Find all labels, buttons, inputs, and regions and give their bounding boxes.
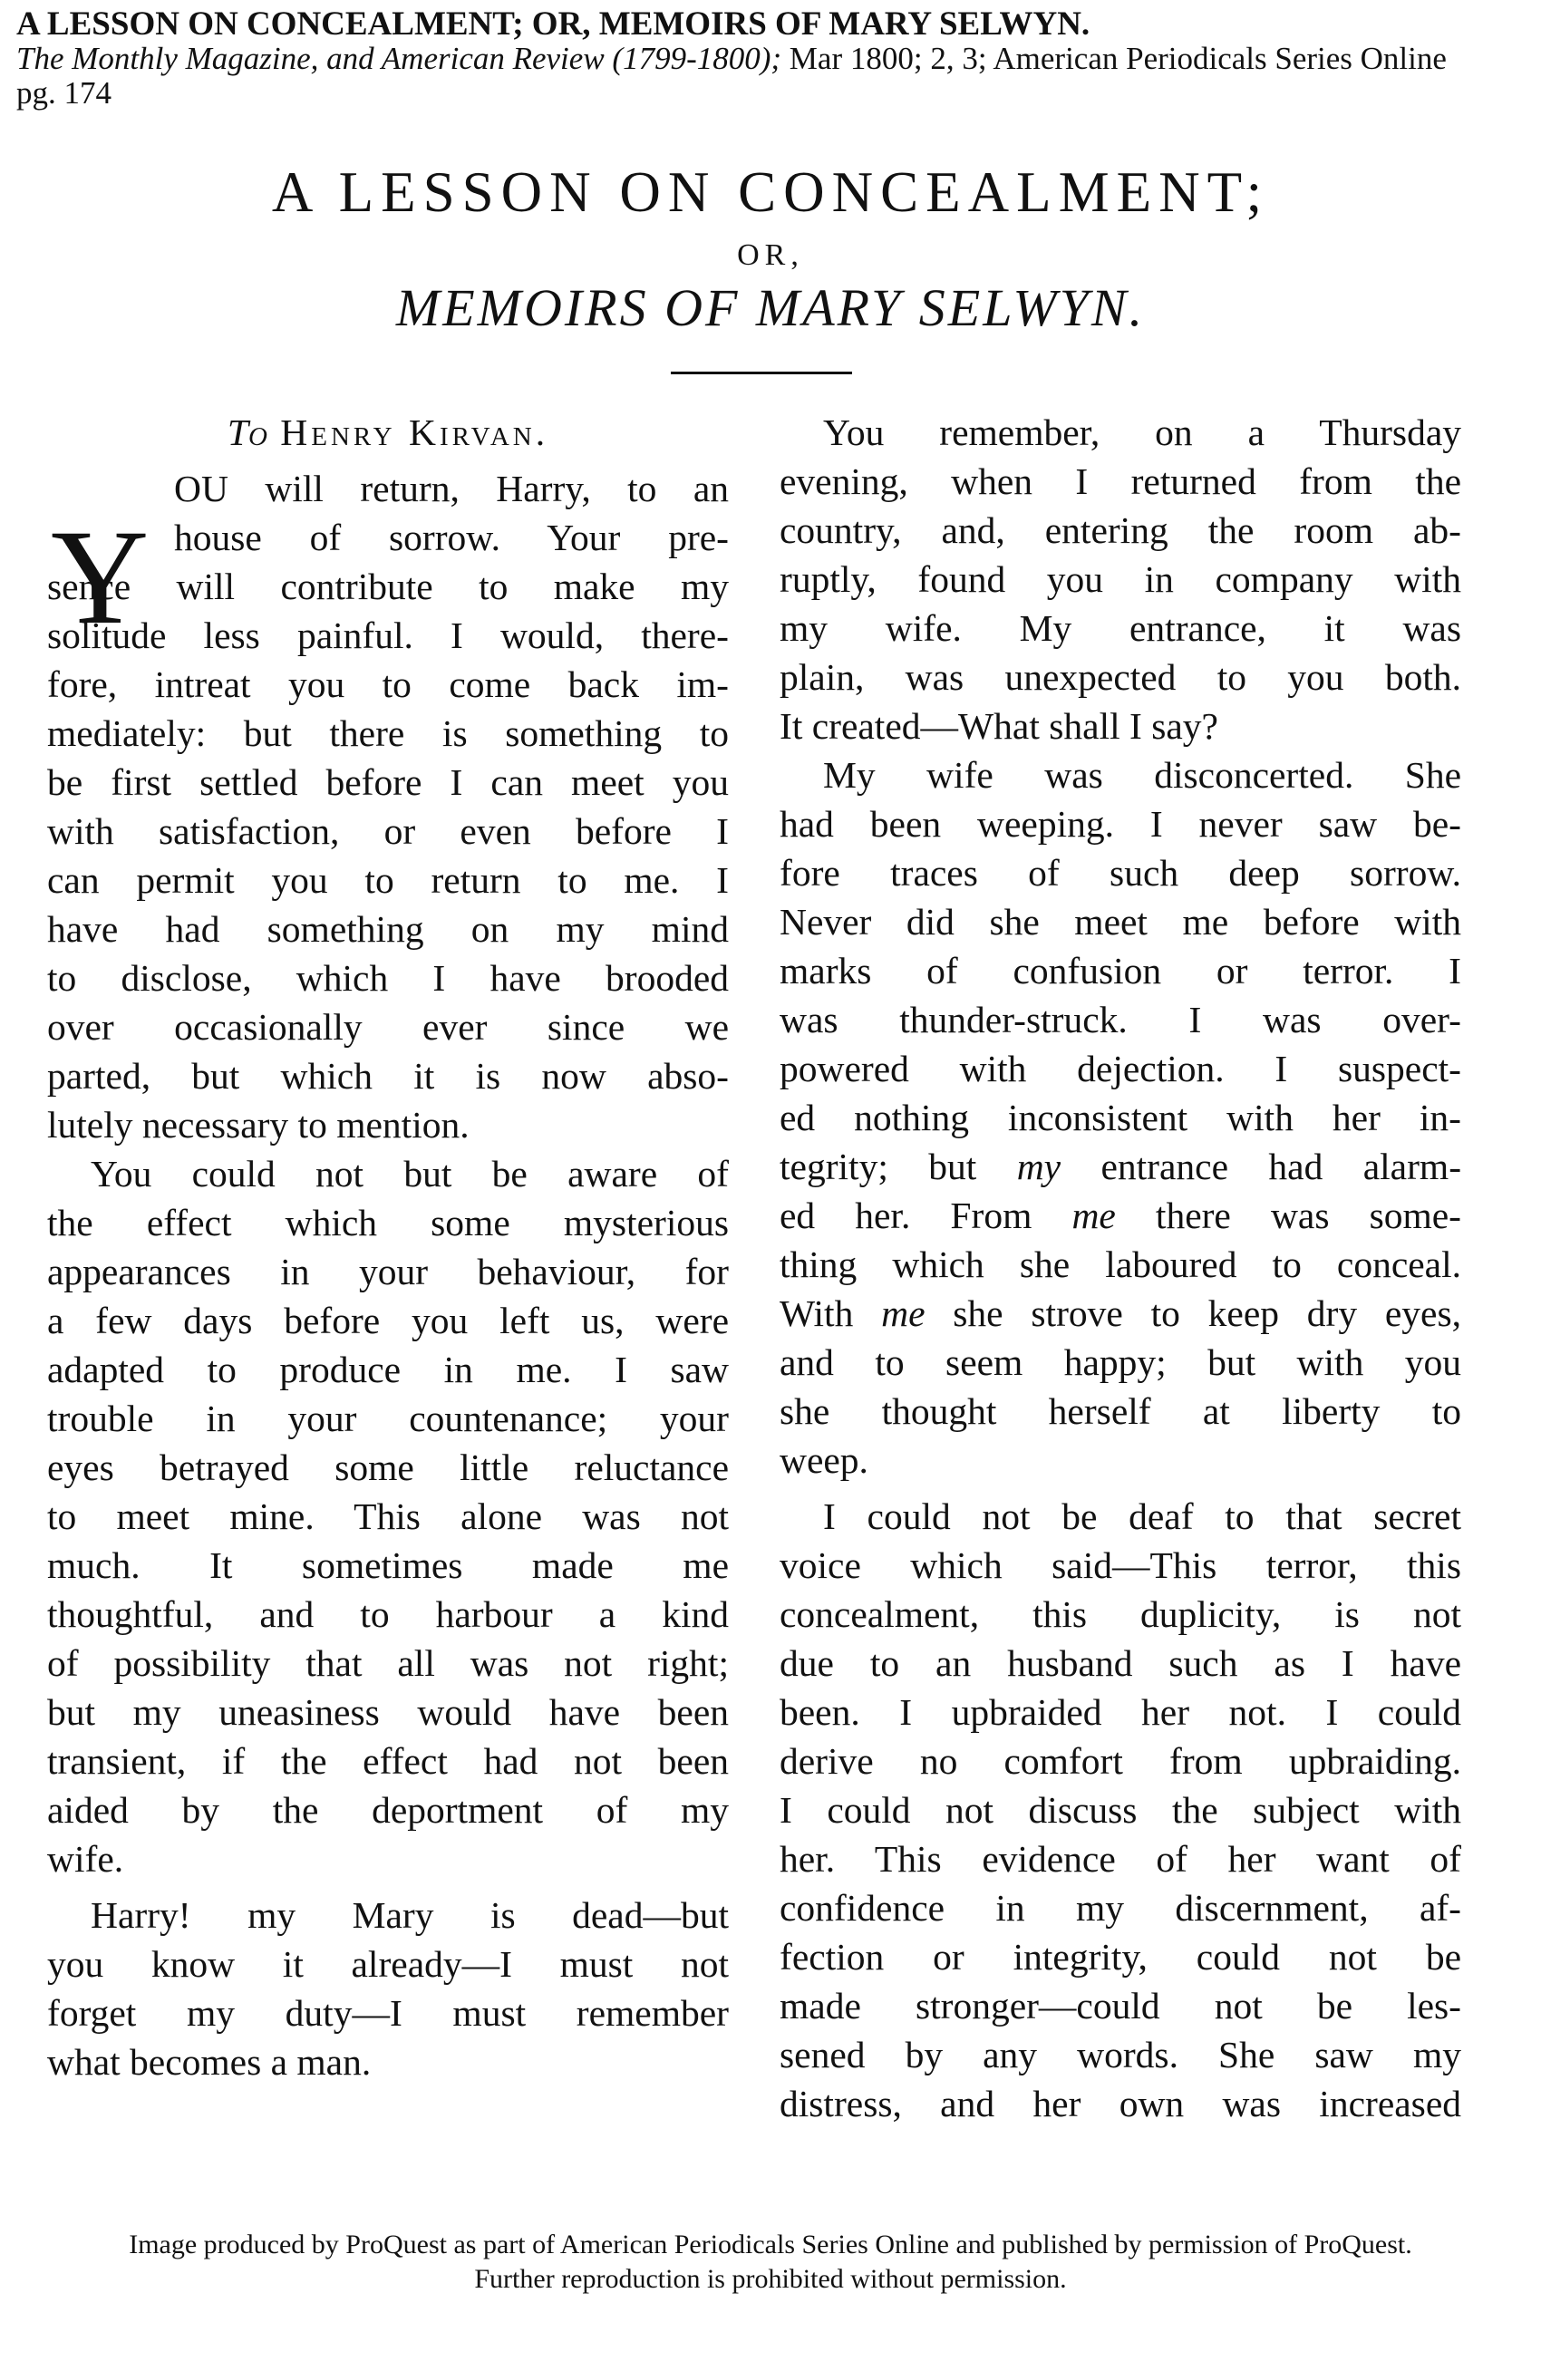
body-line: ed nothing inconsistent with her in- bbox=[780, 1097, 1461, 1138]
title-rule bbox=[671, 372, 852, 374]
body-line: You could not but be aware of bbox=[91, 1153, 729, 1195]
body-line: solitude less painful. I would, there- bbox=[47, 614, 729, 656]
body-line: over occasionally ever since we bbox=[47, 1006, 729, 1048]
body-line: you know it already—I must not bbox=[47, 1943, 729, 1985]
body-line: forget my duty—I must remember bbox=[47, 1992, 729, 2034]
footer-line-2: Further reproduction is prohibited without permission. bbox=[474, 2264, 1067, 2294]
body-line: house of sorrow. Your pre- bbox=[174, 517, 729, 558]
body-line: wife. bbox=[47, 1838, 124, 1880]
body-line: made stronger—could not be les- bbox=[780, 1985, 1461, 2027]
body-line: I could not discuss the subject with bbox=[780, 1789, 1461, 1831]
body-line: My wife was disconcerted. She bbox=[823, 754, 1461, 796]
body-line: OU will return, Harry, to an bbox=[174, 468, 729, 509]
body-line: be first settled before I can meet you bbox=[47, 761, 729, 803]
line-segment: ed her. From bbox=[780, 1195, 1072, 1236]
address-to: To bbox=[227, 411, 267, 453]
body-line bbox=[780, 1191, 1461, 1240]
body-line: confidence in my discernment, af- bbox=[780, 1887, 1461, 1929]
citation-title: A LESSON ON CONCEALMENT; OR, MEMOIRS OF MARY SELWYN. bbox=[16, 5, 1090, 43]
article-title: A LESSON ON CONCEALMENT; bbox=[271, 160, 1270, 224]
body-line: been. I upbraided her not. I could bbox=[780, 1691, 1461, 1733]
body-line: transient, if the effect had not been bbox=[47, 1740, 729, 1782]
right-column bbox=[780, 408, 1461, 2128]
address-name: Henry Kirvan. bbox=[280, 411, 549, 453]
body-line: Never did she meet me before with bbox=[780, 901, 1461, 943]
emphasis-me: me bbox=[881, 1292, 926, 1334]
body-line bbox=[780, 1289, 1461, 1338]
article-title-or: OR, bbox=[737, 238, 804, 272]
line-segment: With bbox=[780, 1292, 882, 1334]
citation-source-journal: The Monthly Magazine, and American Review (1799-1800); bbox=[16, 41, 782, 76]
body-line: eyes betrayed some little reluctance bbox=[47, 1446, 729, 1488]
drop-cap: Y bbox=[51, 502, 150, 653]
body-line: to disclose, which I have brooded bbox=[47, 957, 729, 999]
body-line: sened by any words. She saw my bbox=[780, 2034, 1461, 2075]
body-line: ruptly, found you in company with bbox=[780, 558, 1461, 600]
citation-page: pg. 174 bbox=[16, 75, 111, 111]
body-line: evening, when I returned from the bbox=[780, 460, 1461, 502]
body-line: sence will contribute to make my bbox=[47, 566, 729, 607]
body-line: marks of confusion or terror. I bbox=[780, 950, 1461, 992]
address-line bbox=[47, 408, 729, 457]
citation-source-details: Mar 1800; 2, 3; American Periodicals Series Online bbox=[781, 41, 1447, 76]
line-segment: she strove to keep dry eyes, bbox=[925, 1292, 1461, 1334]
body-line: thoughtful, and to harbour a kind bbox=[47, 1593, 729, 1635]
body-line: lutely necessary to mention. bbox=[47, 1104, 470, 1146]
emphasis-me: me bbox=[1071, 1195, 1116, 1236]
body-line: to meet mine. This alone was not bbox=[47, 1495, 729, 1537]
body-line: have had something on my mind bbox=[47, 908, 729, 950]
copyright-footer bbox=[0, 2228, 1541, 2297]
article-subtitle: MEMOIRS OF MARY SELWYN. bbox=[395, 278, 1146, 337]
body-line: can permit you to return to me. I bbox=[47, 859, 729, 901]
body-line: thing which she laboured to conceal. bbox=[780, 1243, 1461, 1285]
body-line: distress, and her own was increased bbox=[780, 2083, 1461, 2124]
line-segment: entrance had alarm- bbox=[1100, 1146, 1462, 1187]
body-line: of possibility that all was not right; bbox=[47, 1642, 729, 1684]
line-segment: there was some- bbox=[1115, 1195, 1461, 1236]
body-line: parted, but which it is now abso- bbox=[47, 1055, 729, 1097]
body-line: powered with dejection. I suspect- bbox=[780, 1048, 1461, 1089]
body-line: she thought herself at liberty to bbox=[780, 1390, 1461, 1432]
body-line: mediately: but there is something to bbox=[47, 712, 729, 754]
footer-line-1: Image produced by ProQuest as part of American Periodicals Series Online and published by permission of ProQuest. bbox=[129, 2230, 1412, 2259]
body-line: fection or integrity, could not be bbox=[780, 1936, 1461, 1978]
body-line: It created—What shall I say? bbox=[780, 705, 1218, 747]
body-line: country, and, entering the room ab- bbox=[780, 509, 1461, 551]
body-line: You remember, on a Thursday bbox=[823, 411, 1461, 453]
body-line: much. It sometimes made me bbox=[47, 1544, 729, 1586]
body-line: adapted to produce in me. I saw bbox=[47, 1349, 729, 1390]
body-line bbox=[780, 1142, 1461, 1191]
emphasis-my: my bbox=[1016, 1146, 1061, 1187]
citation-block bbox=[16, 7, 1521, 111]
body-line: her. This evidence of her want of bbox=[780, 1838, 1461, 1880]
body-line: aided by the deportment of my bbox=[47, 1789, 729, 1831]
body-line: what becomes a man. bbox=[47, 2041, 372, 2083]
left-column bbox=[47, 408, 729, 2086]
body-line: concealment, this duplicity, is not bbox=[780, 1593, 1461, 1635]
body-line: trouble in your countenance; your bbox=[47, 1398, 729, 1439]
body-line: fore traces of such deep sorrow. bbox=[780, 852, 1461, 894]
body-line: fore, intreat you to come back im- bbox=[47, 663, 729, 705]
body-line: the effect which some mysterious bbox=[47, 1202, 729, 1243]
body-line: was thunder-struck. I was over- bbox=[780, 999, 1461, 1040]
body-line: with satisfaction, or even before I bbox=[47, 810, 729, 852]
citation-source bbox=[16, 42, 1521, 76]
body-line: my wife. My entrance, it was bbox=[780, 607, 1461, 649]
body-line: derive no comfort from upbraiding. bbox=[780, 1740, 1461, 1782]
body-line: voice which said—This terror, this bbox=[780, 1544, 1461, 1586]
body-line: Harry! my Mary is dead—but bbox=[91, 1894, 729, 1936]
body-line: and to seem happy; but with you bbox=[780, 1341, 1461, 1383]
body-line: appearances in your behaviour, for bbox=[47, 1251, 729, 1292]
body-line: had been weeping. I never saw be- bbox=[780, 803, 1461, 845]
line-segment: tegrity; but bbox=[780, 1146, 1017, 1187]
body-line: but my uneasiness would have been bbox=[47, 1691, 729, 1733]
body-line: due to an husband such as I have bbox=[780, 1642, 1461, 1684]
body-line: I could not be deaf to that secret bbox=[823, 1495, 1461, 1537]
body-line: plain, was unexpected to you both. bbox=[780, 656, 1461, 698]
body-line: a few days before you left us, were bbox=[47, 1300, 729, 1341]
body-line: weep. bbox=[780, 1439, 868, 1481]
